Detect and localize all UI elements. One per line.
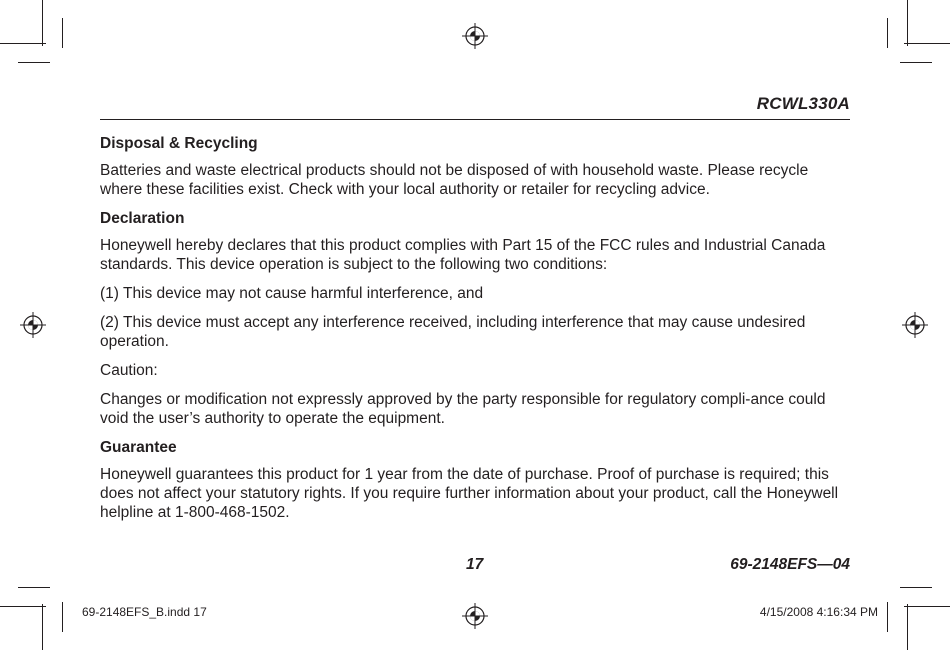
- section-heading: Disposal & Recycling: [100, 135, 258, 152]
- crop-mark: [18, 62, 50, 63]
- crop-mark: [0, 606, 46, 607]
- header-rule: [100, 119, 850, 120]
- registration-mark-icon: [462, 23, 488, 49]
- model-number: RCWL330A: [756, 94, 850, 113]
- crop-mark: [42, 604, 43, 650]
- page-content: [100, 134, 850, 532]
- crop-mark: [62, 18, 63, 48]
- crop-mark: [907, 604, 908, 650]
- section-declaration: [100, 209, 850, 428]
- page-number: 17: [466, 556, 484, 573]
- crop-mark: [62, 602, 63, 632]
- crop-mark: [887, 602, 888, 632]
- slug-file: 69-2148EFS_B.indd 17: [82, 605, 207, 619]
- registration-mark-icon: [462, 603, 488, 629]
- crop-mark: [900, 62, 932, 63]
- paragraph: (1) This device may not cause harmful interference, and: [100, 285, 484, 302]
- registration-mark-icon: [902, 312, 928, 338]
- section-disposal: [100, 134, 850, 199]
- crop-mark: [907, 0, 908, 46]
- paragraph: (2) This device must accept any interference received, including interference that may cause undesired operation.: [100, 314, 806, 350]
- paragraph: Honeywell hereby declares that this product complies with Part 15 of the FCC rules and Industrial Canada standards. This device operation is subject to the following two conditions:: [100, 237, 826, 273]
- paragraph: Changes or modification not expressly approved by the party responsible for regulatory compli-ance could void the user’s authority to operate the equipment.: [100, 391, 826, 427]
- section-guarantee: [100, 438, 850, 522]
- crop-mark: [904, 43, 950, 44]
- crop-mark: [887, 18, 888, 48]
- section-heading: Declaration: [100, 210, 185, 227]
- slug-timestamp: 4/15/2008 4:16:34 PM: [759, 605, 878, 619]
- paragraph: Honeywell guarantees this product for 1 year from the date of purchase. Proof of purchase is required; this does not affect your statutory rights. If you require further information about your product, call the Honeywell helpline at 1-800-468-1502.: [100, 466, 839, 521]
- crop-mark: [0, 43, 46, 44]
- crop-mark: [42, 0, 43, 46]
- paragraph: Batteries and waste electrical products should not be disposed of with household waste. Please recycle where these facilities exist. Check with your local authority or retailer for recycling advice.: [100, 162, 809, 198]
- crop-mark: [904, 606, 950, 607]
- crop-mark: [18, 587, 50, 588]
- document-number: 69-2148EFS—04: [730, 556, 850, 573]
- registration-mark-icon: [20, 312, 46, 338]
- paragraph: Caution:: [100, 362, 158, 379]
- crop-mark: [900, 587, 932, 588]
- section-heading: Guarantee: [100, 439, 177, 456]
